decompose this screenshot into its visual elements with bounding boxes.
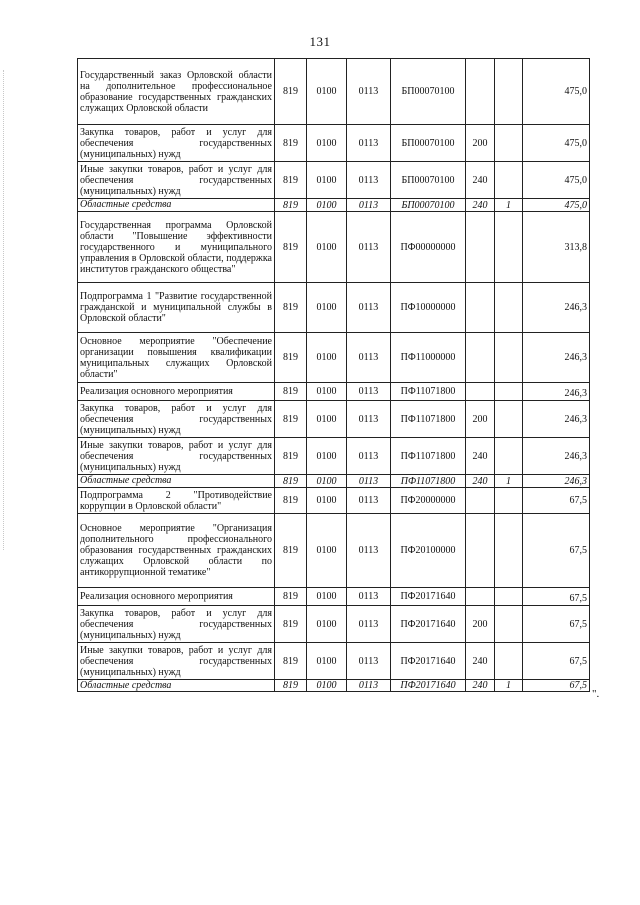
ministry-code-cell: 819 xyxy=(275,212,307,283)
target-article-cell: ПФ00000000 xyxy=(391,212,466,283)
target-article-cell: БП00070100 xyxy=(391,199,466,212)
subsection-code-cell: 0113 xyxy=(347,212,391,283)
subsection-code-cell: 0113 xyxy=(347,680,391,692)
section-code-cell: 0100 xyxy=(307,59,347,125)
subsection-code-cell: 0113 xyxy=(347,383,391,401)
funding-source-cell xyxy=(495,333,523,383)
row-name-cell: Областные средства xyxy=(78,680,275,692)
funding-source-cell xyxy=(495,488,523,514)
oblast-funds-row xyxy=(78,680,590,692)
section-code-cell: 0100 xyxy=(307,488,347,514)
expense-type-cell: 240 xyxy=(466,643,495,680)
amount-cell: 475,0 xyxy=(523,59,590,125)
expense-type-cell: 240 xyxy=(466,162,495,199)
section-code-cell: 0100 xyxy=(307,162,347,199)
ministry-code-cell: 819 xyxy=(275,438,307,475)
funding-source-cell xyxy=(495,588,523,606)
target-article-cell: ПФ20171640 xyxy=(391,606,466,643)
subsection-code-cell: 0113 xyxy=(347,283,391,333)
row-name-cell: Закупка товаров, работ и услуг для обеспечения государственных (муниципальных) нужд xyxy=(78,125,275,162)
row-name-cell: Областные средства xyxy=(78,199,275,212)
target-article-cell: ПФ11071800 xyxy=(391,383,466,401)
ministry-code-cell: 819 xyxy=(275,283,307,333)
subsection-code-cell: 0113 xyxy=(347,643,391,680)
ministry-code-cell: 819 xyxy=(275,199,307,212)
expense-type-cell xyxy=(466,283,495,333)
funding-source-cell xyxy=(495,283,523,333)
target-article-cell: ПФ11071800 xyxy=(391,475,466,488)
target-article-cell: ПФ20000000 xyxy=(391,488,466,514)
subsection-code-cell: 0113 xyxy=(347,588,391,606)
expense-type-cell xyxy=(466,588,495,606)
expense-type-cell xyxy=(466,333,495,383)
table-row xyxy=(78,59,590,125)
ministry-code-cell: 819 xyxy=(275,333,307,383)
funding-source-cell xyxy=(495,606,523,643)
expense-type-cell: 240 xyxy=(466,199,495,212)
ministry-code-cell: 819 xyxy=(275,514,307,588)
target-article-cell: ПФ20171640 xyxy=(391,680,466,692)
margin-punch-marks xyxy=(3,70,8,550)
table-row xyxy=(78,514,590,588)
oblast-funds-row xyxy=(78,199,590,212)
ministry-code-cell: 819 xyxy=(275,401,307,438)
section-code-cell: 0100 xyxy=(307,606,347,643)
subsection-code-cell: 0113 xyxy=(347,199,391,212)
funding-source-cell xyxy=(495,162,523,199)
section-code-cell: 0100 xyxy=(307,588,347,606)
ministry-code-cell: 819 xyxy=(275,588,307,606)
table-row xyxy=(78,401,590,438)
table-row xyxy=(78,643,590,680)
ministry-code-cell: 819 xyxy=(275,680,307,692)
subsection-code-cell: 0113 xyxy=(347,125,391,162)
target-article-cell: ПФ10000000 xyxy=(391,283,466,333)
section-code-cell: 0100 xyxy=(307,643,347,680)
section-code-cell: 0100 xyxy=(307,283,347,333)
funding-source-cell xyxy=(495,212,523,283)
budget-table-body xyxy=(78,59,590,692)
target-article-cell: ПФ20171640 xyxy=(391,588,466,606)
row-name-cell: Закупка товаров, работ и услуг для обеспечения государственных (муниципальных) нужд xyxy=(78,606,275,643)
table-row xyxy=(78,212,590,283)
amount-cell: 246,3 xyxy=(523,401,590,438)
page-number: 131 xyxy=(309,34,331,49)
funding-source-cell: 1 xyxy=(495,199,523,212)
row-name-cell: Закупка товаров, работ и услуг для обеспечения государственных (муниципальных) нужд xyxy=(78,401,275,438)
amount-cell: 246,3 xyxy=(523,438,590,475)
table-row xyxy=(78,283,590,333)
amount-cell xyxy=(523,383,590,401)
expense-type-cell: 240 xyxy=(466,680,495,692)
amount-value: 246,3 xyxy=(564,388,587,399)
row-name-cell: Иные закупки товаров, работ и услуг для обеспечения государственных (муниципальных) нужд xyxy=(78,643,275,680)
row-name-cell: Иные закупки товаров, работ и услуг для обеспечения государственных (муниципальных) нужд xyxy=(78,438,275,475)
row-name-cell: Иные закупки товаров, работ и услуг для обеспечения государственных (муниципальных) нужд xyxy=(78,162,275,199)
expense-type-cell xyxy=(466,514,495,588)
row-name-cell: Государственная программа Орловской области "Повышение эффективности государственного и муниципального управления в Орловской области, поддержка институтов гражданского общества" xyxy=(78,212,275,283)
subsection-code-cell: 0113 xyxy=(347,514,391,588)
expense-type-cell xyxy=(466,488,495,514)
target-article-cell: БП00070100 xyxy=(391,125,466,162)
table-row xyxy=(78,383,590,401)
section-code-cell: 0100 xyxy=(307,125,347,162)
section-code-cell: 0100 xyxy=(307,680,347,692)
table-row xyxy=(78,606,590,643)
amount-cell: 67,5 xyxy=(523,643,590,680)
target-article-cell: ПФ20100000 xyxy=(391,514,466,588)
closing-quote-mark: ". xyxy=(592,688,600,700)
section-code-cell: 0100 xyxy=(307,199,347,212)
amount-cell: 246,3 xyxy=(523,333,590,383)
expense-type-cell xyxy=(466,212,495,283)
amount-value: 67,5 xyxy=(569,593,587,604)
amount-cell: 313,8 xyxy=(523,212,590,283)
section-code-cell: 0100 xyxy=(307,475,347,488)
subsection-code-cell: 0113 xyxy=(347,488,391,514)
target-article-cell: БП00070100 xyxy=(391,162,466,199)
expense-type-cell: 200 xyxy=(466,125,495,162)
row-name-cell: Основное мероприятие "Обеспечение организации повышения квалификации муниципальных служащих Орловской области" xyxy=(78,333,275,383)
table-row xyxy=(78,488,590,514)
ministry-code-cell: 819 xyxy=(275,383,307,401)
target-article-cell: ПФ11000000 xyxy=(391,333,466,383)
subsection-code-cell: 0113 xyxy=(347,333,391,383)
subsection-code-cell: 0113 xyxy=(347,606,391,643)
funding-source-cell xyxy=(495,401,523,438)
funding-source-cell xyxy=(495,125,523,162)
amount-cell: 67,5 xyxy=(523,680,590,692)
ministry-code-cell: 819 xyxy=(275,162,307,199)
amount-cell xyxy=(523,588,590,606)
subsection-code-cell: 0113 xyxy=(347,438,391,475)
row-name-cell: Реализация основного мероприятия xyxy=(78,383,275,401)
section-code-cell: 0100 xyxy=(307,212,347,283)
row-name-cell: Подпрограмма 2 "Противодействие коррупции в Орловской области" xyxy=(78,488,275,514)
target-article-cell: ПФ11071800 xyxy=(391,438,466,475)
amount-cell: 67,5 xyxy=(523,606,590,643)
subsection-code-cell: 0113 xyxy=(347,401,391,438)
expense-type-cell xyxy=(466,59,495,125)
funding-source-cell xyxy=(495,59,523,125)
ministry-code-cell: 819 xyxy=(275,488,307,514)
table-row xyxy=(78,333,590,383)
row-name-cell: Подпрограмма 1 "Развитие государственной гражданской и муниципальной службы в Орловской области" xyxy=(78,283,275,333)
amount-cell: 475,0 xyxy=(523,162,590,199)
amount-cell: 475,0 xyxy=(523,125,590,162)
funding-source-cell xyxy=(495,643,523,680)
funding-source-cell xyxy=(495,514,523,588)
amount-cell: 246,3 xyxy=(523,475,590,488)
amount-cell: 475,0 xyxy=(523,199,590,212)
row-name-cell: Областные средства xyxy=(78,475,275,488)
expense-type-cell: 240 xyxy=(466,475,495,488)
table-row xyxy=(78,162,590,199)
ministry-code-cell: 819 xyxy=(275,643,307,680)
table-row xyxy=(78,588,590,606)
table-row xyxy=(78,125,590,162)
oblast-funds-row xyxy=(78,475,590,488)
table-row xyxy=(78,438,590,475)
expense-type-cell: 240 xyxy=(466,438,495,475)
subsection-code-cell: 0113 xyxy=(347,162,391,199)
funding-source-cell: 1 xyxy=(495,475,523,488)
row-name-cell: Государственный заказ Орловской области на дополнительное профессиональное образование государственных гражданских служащих Орловской области xyxy=(78,59,275,125)
amount-cell: 67,5 xyxy=(523,488,590,514)
ministry-code-cell: 819 xyxy=(275,125,307,162)
funding-source-cell xyxy=(495,383,523,401)
amount-cell: 246,3 xyxy=(523,283,590,333)
expense-type-cell xyxy=(466,383,495,401)
subsection-code-cell: 0113 xyxy=(347,475,391,488)
section-code-cell: 0100 xyxy=(307,438,347,475)
funding-source-cell xyxy=(495,438,523,475)
target-article-cell: БП00070100 xyxy=(391,59,466,125)
expense-type-cell: 200 xyxy=(466,401,495,438)
section-code-cell: 0100 xyxy=(307,383,347,401)
target-article-cell: ПФ11071800 xyxy=(391,401,466,438)
amount-cell: 67,5 xyxy=(523,514,590,588)
section-code-cell: 0100 xyxy=(307,333,347,383)
funding-source-cell: 1 xyxy=(495,680,523,692)
ministry-code-cell: 819 xyxy=(275,475,307,488)
section-code-cell: 0100 xyxy=(307,514,347,588)
expense-type-cell: 200 xyxy=(466,606,495,643)
budget-table xyxy=(77,58,590,692)
row-name-cell: Реализация основного мероприятия xyxy=(78,588,275,606)
row-name-cell: Основное мероприятие "Организация дополнительного профессионального образования государственных гражданских служащих Орловской области по антикоррупционной тематике" xyxy=(78,514,275,588)
ministry-code-cell: 819 xyxy=(275,606,307,643)
subsection-code-cell: 0113 xyxy=(347,59,391,125)
section-code-cell: 0100 xyxy=(307,401,347,438)
target-article-cell: ПФ20171640 xyxy=(391,643,466,680)
ministry-code-cell: 819 xyxy=(275,59,307,125)
